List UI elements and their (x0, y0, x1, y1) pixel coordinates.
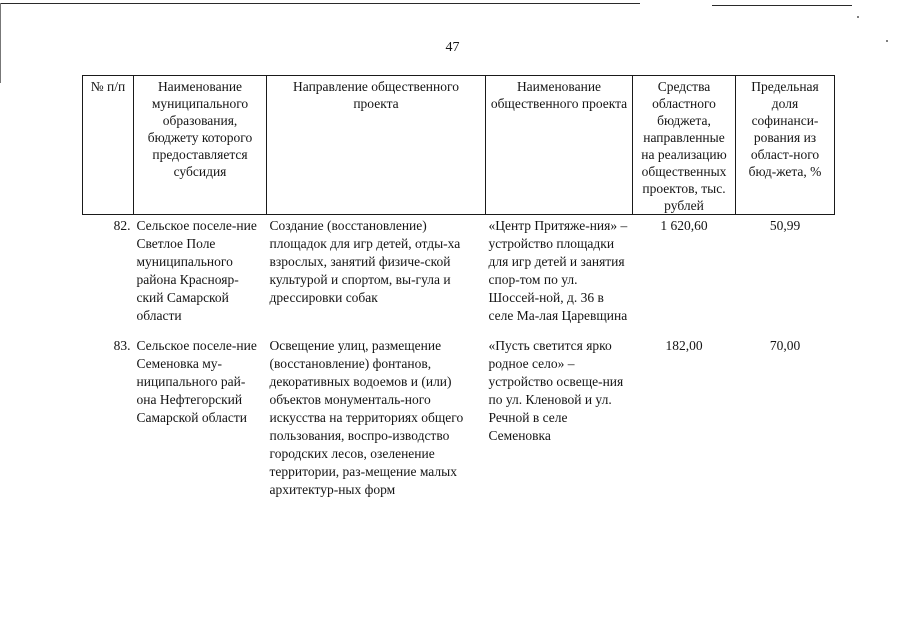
scan-edge-line (0, 3, 640, 4)
row-funds: 1 620,60 (660, 218, 708, 233)
scan-speck (857, 16, 859, 18)
row-share: 70,00 (769, 338, 801, 353)
row-direction: Создание (восстановление) площадок для игр детей, отды-ха взрослых, занятий физиче-ской культурой и спортом, вы-гула и дрессировки собак (269, 218, 461, 305)
scan-edge-line (712, 5, 852, 6)
row-project: «Пусть светится ярко родное село» – устройство освеще-ния по ул. Кленовой и ул. Речной в селе Семеновка (488, 338, 624, 443)
subsidy-table (82, 75, 835, 499)
header-direction: Направление общественного проекта (267, 76, 486, 215)
header-funds: Средства областного бюджета, направленные на реализацию общественных проектов, тыс. рублей (633, 76, 736, 215)
page-number: 47 (445, 40, 460, 55)
row-share: 50,99 (769, 218, 801, 233)
row-funds: 182,00 (665, 338, 703, 353)
table-header-row (83, 76, 835, 215)
row-project: «Центр Притяже-ния» – устройство площадки для игр детей и занятия спор-том по ул. Шоссей-ной, д. 36 в селе Ма-лая Царевщина (488, 218, 628, 323)
table-row (83, 335, 835, 499)
row-municipality: Сельское поселе-ние Светлое Поле муниципального района Краснояр-ский Самарской области (136, 218, 257, 323)
row-number: 82. (113, 218, 131, 233)
table-row (83, 215, 835, 336)
header-project: Наименование общественного проекта (486, 76, 633, 215)
header-number: № п/п (83, 76, 134, 215)
header-municipality: Наименование муниципального образования, бюджету которого предоставляется субсидия (134, 76, 267, 215)
row-number: 83. (113, 338, 131, 353)
row-direction: Освещение улиц, размещение (восстановление) фонтанов, декоративных водоемов и (или) объектов монументаль-ного искусства на территориях общего пользования, воспро-изводство городских лесов, озеленение территории, раз-мещение малых архитектур-ных форм (269, 338, 464, 497)
header-share: Предельная доля софинанси-рования из област-ного бюд-жета, % (736, 76, 835, 215)
row-municipality: Сельское поселе-ние Семеновка му-ниципального рай-она Нефтегорский Самарской области (136, 338, 257, 425)
